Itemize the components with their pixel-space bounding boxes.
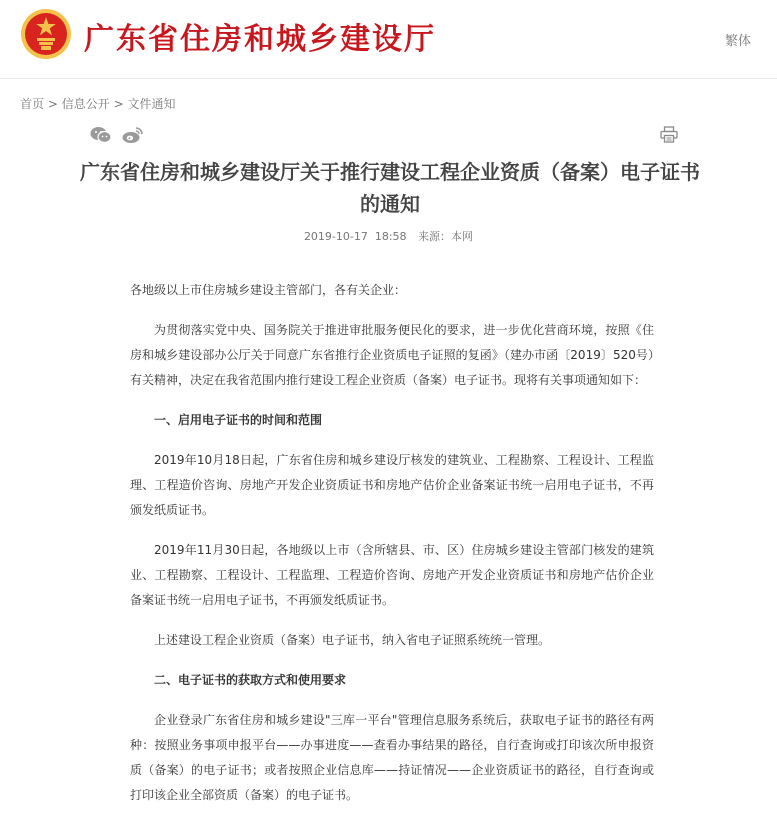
site-title[interactable]: 广东省住房和城乡建设厅 — [84, 22, 436, 57]
article-source: 来源：本网 — [418, 230, 474, 243]
salutation: 各地级以上市住房城乡建设主管部门，各有关企业： — [130, 283, 407, 297]
wechat-icon[interactable] — [90, 126, 112, 144]
breadcrumb-separator: > — [113, 97, 124, 111]
breadcrumb-separator: > — [47, 97, 58, 111]
article-title: 广东省住房和城乡建设厅关于推行建设工程企业资质（备案）电子证书的通知 — [80, 160, 700, 216]
article-meta — [0, 228, 777, 244]
breadcrumb-home[interactable]: 首页 — [20, 97, 45, 111]
body-paragraph: 2019年11月30日起，各地级以上市（含所辖县、市、区）住房城乡建设主管部门核发的建筑业、工程勘察、工程设计、工程监理、工程造价咨询、房地产开发企业资质证书和房地产估价企业备案证书统一启用电子证书，不再颁发纸质证书。 — [130, 543, 654, 607]
body-paragraph: 上述建设工程企业资质（备案）电子证书，纳入省电子证照系统统一管理。 — [154, 633, 551, 647]
section-heading: 二、电子证书的获取方式和使用要求 — [154, 673, 347, 687]
weibo-icon[interactable] — [122, 126, 144, 144]
national-emblem-icon[interactable] — [20, 8, 72, 60]
traditional-chinese-link[interactable]: 繁体 — [724, 34, 751, 49]
breadcrumb — [20, 95, 175, 112]
section-heading: 一、启用电子证书的时间和范围 — [154, 413, 323, 427]
body-paragraph: 企业登录广东省住房和城乡建设"三库一平台"管理信息服务系统后，获取电子证书的路径有两种：按照业务事项申报平台——办事进度——查看办事结果的路径，自行查询或打印该次所申报资质（备案）的电子证书；或者按照企业信息库——持证情况——企业资质证书的路径，自行查询或打印该企业全部资质（备案）的电子证书。 — [130, 713, 654, 802]
breadcrumb-info-disclosure[interactable]: 信息公开 — [61, 97, 110, 111]
share-bar — [90, 126, 144, 144]
body-paragraph: 2019年10月18日起，广东省住房和城乡建设厅核发的建筑业、工程勘察、工程设计、工程监理、工程造价咨询、房地产开发企业资质证书和房地产估价企业备案证书统一启用电子证书，不再颁发纸质证书。 — [130, 453, 654, 517]
publish-date: 2019-10-17 18:58 — [303, 230, 407, 243]
intro-paragraph: 为贯彻落实党中央、国务院关于推进审批服务便民化的要求，进一步优化营商环境，按照《住房和城乡建设部办公厅关于同意广东省推行企业资质电子证照的复函》（建办市函〔2019〕520号）有关精神，决定在我省范围内推行建设工程企业资质（备案）电子证书。现将有关事项通知如下： — [130, 323, 654, 387]
site-header — [0, 0, 777, 79]
article-body — [130, 278, 654, 823]
printer-icon[interactable] — [660, 126, 678, 143]
breadcrumb-file-notices[interactable]: 文件通知 — [127, 97, 176, 111]
